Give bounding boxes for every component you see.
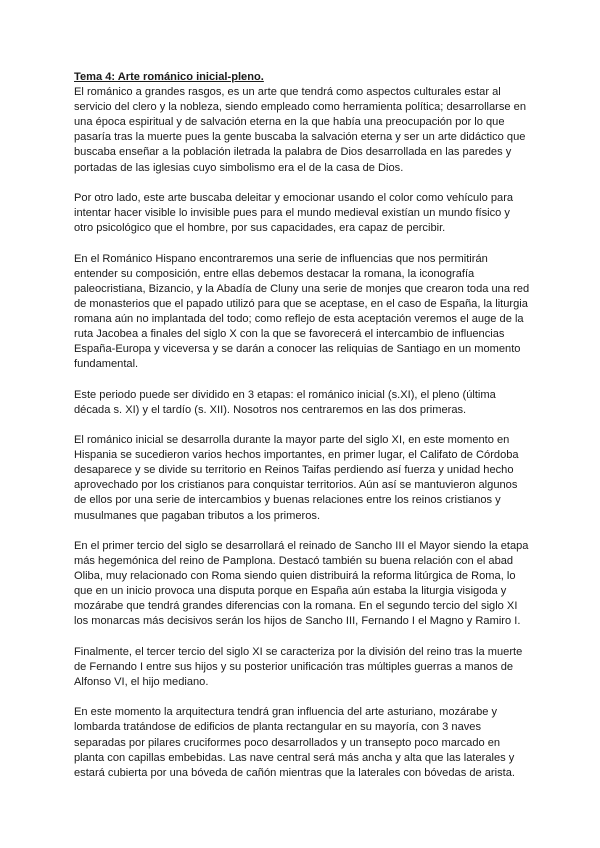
document-body bbox=[74, 70, 532, 796]
paragraph-3: En el Románico Hispano encontraremos una serie de influencias que nos permitirán entender su composición, entre ellas debemos destacar la romana, la iconografía paleocristiana, Bizancio, y la Abadía de Cluny una serie de monjes que crearon toda una red de monasterios que el papado utilizó para que se aceptase, en el caso de España, la liturgia romana aún no implantada del todo; como reflejo de esta aceptación veremos el auge de la ruta Jacobea a finales del siglo X con la que se favorecerá el intercambio de influencias España-Europa y viceversa y se darán a conocer las reliquias de Santiago en un momento fundamental. bbox=[74, 252, 530, 371]
paragraph-8: En este momento la arquitectura tendrá gran influencia del arte asturiano, mozárabe y lombarda tratándose de edificios de planta rectangular en su mayoría, con 3 naves separadas por pilares cruciformes poco desarrollados y un transepto poco marcado en planta con capillas embebidas. Las nave central será más ancha y alta que las laterales y estará cubierta por una bóveda de cañón mientras que la laterales con bóvedas de arista. bbox=[74, 706, 515, 779]
paragraph-6: En el primer tercio del siglo se desarrollará el reinado de Sancho III el Mayor siendo la etapa más hegemónica del reino de Pamplona. Destacó también su buena relación con el abad Oliba, muy relacionado con Roma siendo quien distribuirá la reforma litúrgica de Roma, lo que en un inicio provoca una disputa porque en España aún estaba la liturgia visigoda y mozárabe que tendrá grandes diferencias con la romana. En el segundo tercio del siglo XI los monarcas más decisivos serán los hijos de Sancho III, Fernando I el Magno y Ramiro I. bbox=[74, 539, 529, 628]
document-title: Tema 4: Arte románico inicial-pleno. bbox=[74, 71, 264, 83]
paragraph-5: El románico inicial se desarrolla durante la mayor parte del siglo XI, en este momento en Hispania se sucedieron varios hechos importantes, en primer lugar, el Califato de Córdoba desaparece y se divide su territorio en Reinos Taifas perdiendo así fuerza y unidad hecho aprovechado por los cristianos para conquistar territorios. Aún así se mantuvieron algunos de ellos por una serie de intercambios y buenas relaciones entre los reinos cristianos y musulmanes que pagaban tributos a los primeros. bbox=[74, 434, 519, 522]
paragraph-4: Este periodo puede ser dividido en 3 etapas: el románico inicial (s.XI), el pleno (última década s. XI) y el tardío (s. XII). Nosotros nos centraremos en las dos primeras. bbox=[74, 388, 496, 416]
paragraph-1: El románico a grandes rasgos, es un arte que tendrá como aspectos culturales estar al servicio del clero y la nobleza, siendo empleado como herramienta política; desarrollarse en una época espiritual y de salvación eterna en la que había una preocupación por lo que pasaría tras la muerte pues la gente buscaba la salvación eterna y ser un arte didáctico que buscaba enseñar a la población iletrada la palabra de Dios desarrollada en las paredes y portadas de las iglesias cuyo simbolismo era el de la casa de Dios. bbox=[74, 86, 526, 174]
paragraph-7: Finalmente, el tercer tercio del siglo XI se caracteriza por la división del reino tras la muerte de Fernando I entre sus hijos y su posterior unificación tras múltiples guerras a manos de Alfonso VI, el hijo mediano. bbox=[74, 645, 523, 688]
paragraph-2: Por otro lado, este arte buscaba deleitar y emocionar usando el color como vehículo para intentar hacer visible lo invisible pues para el mundo medieval existían un mundo físico y otro psicológico que el hombre, por sus capacidades, era capaz de percibir. bbox=[74, 191, 514, 235]
